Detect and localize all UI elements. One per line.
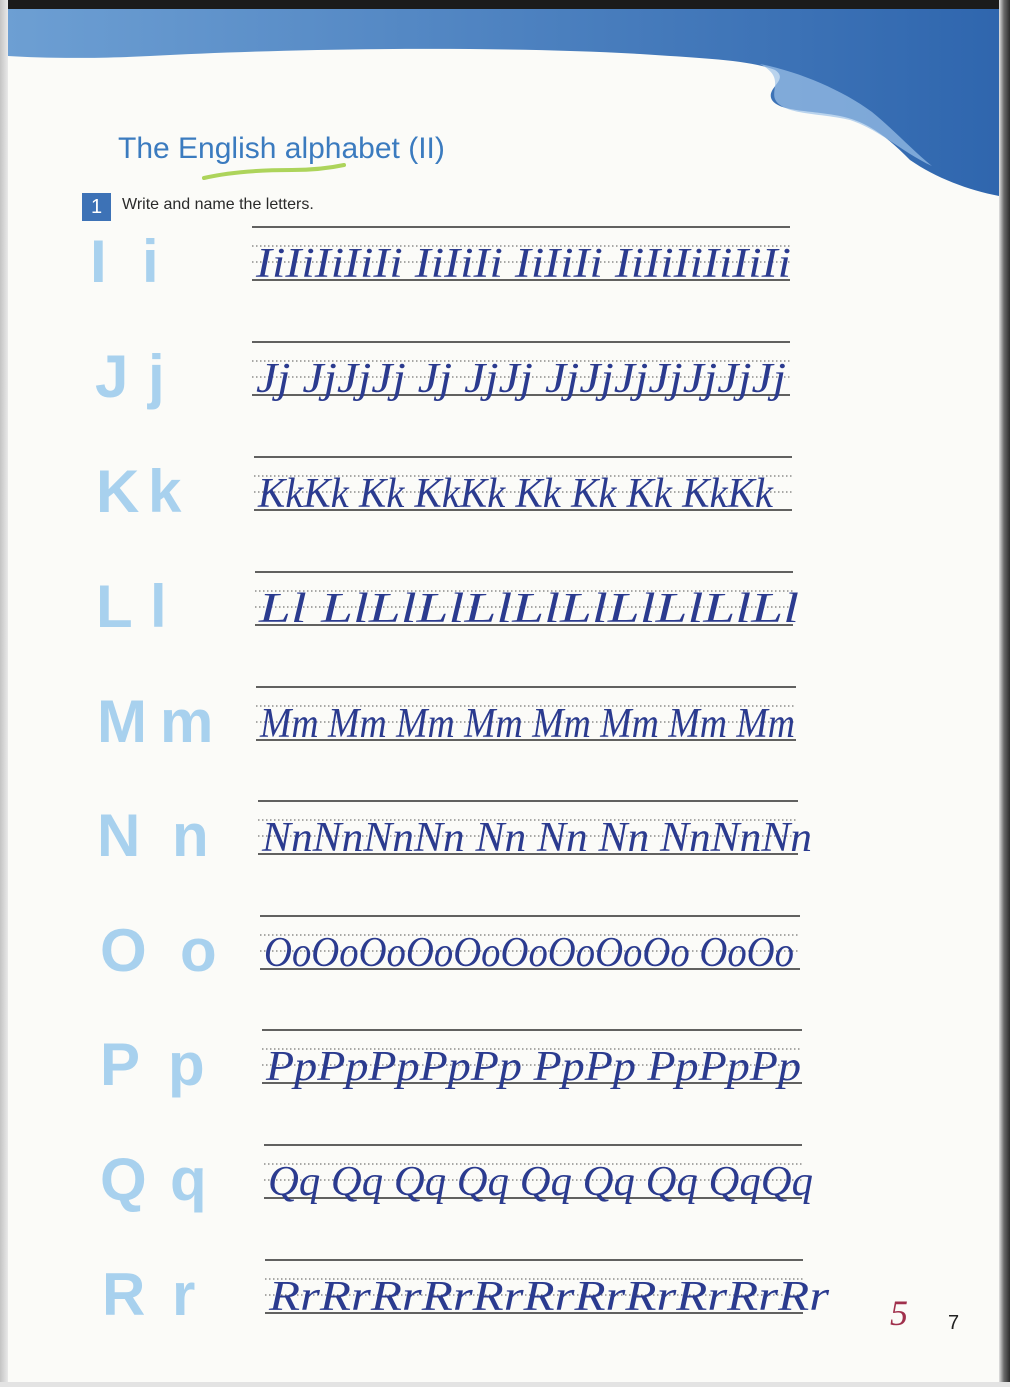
practice-lines-9 <box>264 1143 821 1205</box>
scan-border-left <box>0 0 8 1387</box>
practice-lines-4 <box>255 570 807 632</box>
uppercase-model-letter-6: N <box>97 802 141 869</box>
practice-lines-8 <box>262 1028 814 1090</box>
handwritten-practice-3: KkKk Kk KkKk Kk Kk Kk KkKk <box>257 471 775 517</box>
handwritten-practice-6: NnNnNnNn Nn Nn Nn NnNnNn <box>260 815 812 861</box>
practice-lines-2 <box>252 340 802 402</box>
uppercase-model-letter-3: K <box>96 458 140 525</box>
practice-lines-10 <box>265 1258 837 1320</box>
lowercase-model-letter-3: k <box>148 458 182 525</box>
lowercase-model-letter-2: j <box>148 343 165 410</box>
uppercase-model-letter-1: I <box>90 228 107 295</box>
lowercase-model-letter-7: o <box>180 917 217 984</box>
lowercase-model-letter-10: r <box>172 1261 196 1328</box>
grade-mark: 5 <box>890 1293 908 1333</box>
handwritten-practice-1: IiIiIiIiIi IiIiIi IiIiIi IiIiIiIiIiIi <box>254 241 791 287</box>
practice-lines-5 <box>256 685 808 747</box>
exercise-number-badge: 1 <box>82 193 111 221</box>
scan-border-right <box>999 0 1010 1387</box>
page-title: The English alphabet (II) <box>118 132 445 165</box>
handwritten-practice-7: OoOoOoOoOoOoOoOoOo OoOo <box>264 930 794 976</box>
lowercase-model-letter-9: q <box>170 1146 207 1213</box>
uppercase-model-letter-8: P <box>100 1031 141 1098</box>
uppercase-model-letter-7: O <box>100 917 147 984</box>
uppercase-model-letter-5: M <box>97 688 147 755</box>
exercise-instruction: Write and name the letters. <box>122 196 314 213</box>
practice-lines-3 <box>254 455 804 517</box>
lowercase-model-letter-8: p <box>168 1031 205 1098</box>
scan-border-bottom <box>0 1382 1010 1387</box>
handwritten-practice-5: Mm Mm Mm Mm Mm Mm Mm Mm <box>259 701 795 747</box>
uppercase-model-letter-10: R <box>102 1261 146 1328</box>
handwritten-practice-4: Ll LlLlLlLlLlLlLlLlLlLl <box>257 586 799 632</box>
handwritten-practice-10: RrRrRrRrRrRrRrRrRrRrRr <box>267 1274 830 1320</box>
uppercase-model-letter-2: J <box>95 343 129 410</box>
page-number: 7 <box>948 1312 960 1334</box>
lowercase-model-letter-1: i <box>142 228 159 295</box>
practice-lines-1 <box>252 225 802 287</box>
lowercase-model-letter-5: m <box>160 688 214 755</box>
handwritten-practice-2: Jj JjJjJj Jj JjJj JjJjJjJjJjJjJj <box>256 356 786 402</box>
uppercase-model-letter-9: Q <box>100 1146 147 1213</box>
lowercase-model-letter-4: l <box>150 573 167 640</box>
practice-lines-7 <box>260 914 812 976</box>
handwritten-practice-8: PpPpPpPpPp PpPp PpPpPp <box>264 1044 801 1090</box>
handwritten-practice-9: Qq Qq Qq Qq Qq Qq Qq QqQq <box>268 1159 813 1205</box>
lowercase-model-letter-6: n <box>172 802 209 869</box>
uppercase-model-letter-4: L <box>96 573 133 640</box>
highlighter-mark <box>0 0 1010 205</box>
practice-lines-6 <box>258 799 820 861</box>
